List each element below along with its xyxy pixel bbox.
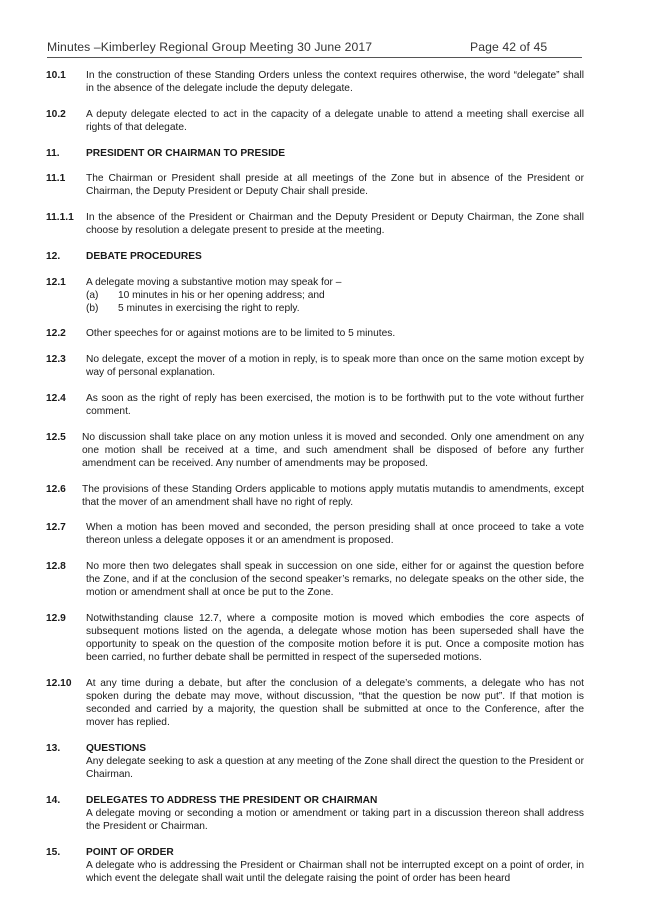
clause-number: 12.2: [46, 328, 66, 340]
clause-12-9: [46, 612, 584, 664]
page-number: Page 42 of 45: [470, 40, 548, 54]
clause-text: A deputy delegate elected to act in the capacity of a delegate unable to attend a meeting shall exercise all rights of that delegate.: [86, 108, 584, 133]
clause-number: 10.2: [46, 108, 66, 120]
section-title: PRESIDENT OR CHAIRMAN TO PRESIDE: [86, 147, 286, 159]
clause-12-2: [46, 327, 584, 340]
section-number: 15.: [46, 846, 61, 858]
sub-item-text: 5 minutes in exercising the right to reply.: [118, 302, 300, 314]
clause-number: 12.6: [46, 483, 66, 495]
section-title: POINT OF ORDER: [86, 846, 174, 858]
clause-number: 11.1.1: [46, 212, 74, 224]
clause-number: 12.1: [46, 276, 66, 288]
clause-text: No more then two delegates shall speak in succession on one side, either for or against the question before the Zone, and if at the conclusion of the second speaker’s remarks, no delegate speaks on the other side, the motion or amendment shall at once be put to the Zone.: [86, 561, 584, 599]
section-15: [46, 846, 584, 885]
clause-text: At any time during a debate, but after the conclusion of a delegate’s comments, a delegate who has not spoken during the debate may move, without discussion, “that the question be now put”. If that motion is seconded and carried by a majority, the question shall be submitted at once to the Conference, after the mover has replied.: [86, 677, 584, 729]
clause-12-8: [46, 560, 584, 599]
section-13: [46, 742, 584, 781]
clause-text: No discussion shall take place on any motion unless it is moved and seconded. Only one amendment on any one motion shall be received at a time, and such amendment shall be disposed of before any further amendment can be received. Any number of amendments may be proposed.: [82, 431, 584, 469]
clause-number: 12.10: [46, 677, 72, 689]
clause-number: 12.5: [46, 431, 66, 443]
sub-item-a: [86, 289, 584, 302]
clause-11-1: [46, 172, 584, 198]
section-12-heading: [46, 250, 584, 263]
clause-number: 12.9: [46, 612, 66, 624]
section-11-heading: [46, 147, 584, 160]
clause-number: 10.1: [46, 70, 66, 81]
clause-number: 12.8: [46, 561, 66, 573]
clause-number: 12.4: [46, 392, 66, 404]
sub-item-text: 10 minutes in his or her opening address; and: [118, 289, 325, 301]
clause-11-1-1: [46, 211, 584, 237]
section-number: 11.: [46, 147, 60, 159]
clause-text: When a motion has been moved and seconded, the person presiding shall at once proceed to take a vote thereon unless a delegate opposes it or an amendment is proposed.: [86, 522, 584, 547]
section-title: DELEGATES TO ADDRESS THE PRESIDENT OR CHAIRMAN: [86, 794, 378, 806]
clause-12-5: [46, 431, 584, 470]
clause-12-7: [46, 521, 584, 547]
clause-12-4: [46, 392, 584, 418]
sub-item-label: (a): [86, 289, 99, 301]
clause-10-1: [46, 69, 584, 95]
clause-text: In the absence of the President or Chairman and the Deputy President or Deputy Chairman, the Zone shall choose by resolution a delegate present to preside at the meeting.: [86, 212, 584, 237]
clause-text: Notwithstanding clause 12.7, where a composite motion is moved which embodies the core aspects of subsequent motions listed on the agenda, a delegate whose motion has been superseded shall have the opportunity to speak on the question of the composite motion before it is put. Once a composite motion has been carried, no further debate shall be permitted in respect of the superseded motions.: [86, 612, 584, 664]
section-title: DEBATE PROCEDURES: [86, 250, 202, 262]
section-text: A delegate moving or seconding a motion or amendment or taking part in a discussion thereon shall address the President or Chairman.: [86, 807, 584, 832]
section-number: 13.: [46, 742, 61, 754]
clause-12-6: [46, 483, 584, 509]
clause-text: In the construction of these Standing Orders unless the context requires otherwise, the word “delegate” shall in the absence of the delegate include the deputy delegate.: [86, 70, 584, 95]
section-number: 14.: [46, 794, 61, 806]
header-title: Minutes –Kimberley Regional Group Meeting 30 June 2017: [47, 40, 373, 54]
section-title: QUESTIONS: [86, 742, 147, 754]
section-14: [46, 794, 584, 833]
clause-12-10: [46, 677, 584, 729]
section-number: 12.: [46, 250, 61, 262]
clause-text: A delegate moving a substantive motion may speak for –: [86, 276, 342, 288]
clause-text: As soon as the right of reply has been exercised, the motion is to be forthwith put to the vote without further comment.: [86, 392, 584, 417]
clause-text: No delegate, except the mover of a motion in reply, is to speak more than once on the same motion except by way of personal explanation.: [86, 354, 584, 379]
page-header: [47, 37, 582, 58]
clause-text: The provisions of these Standing Orders applicable to motions apply mutatis mutandis to amendments, except that the mover of an amendment shall have no right of reply.: [82, 483, 584, 508]
document-body: [46, 69, 584, 898]
clause-10-2: [46, 108, 584, 134]
sub-item-label: (b): [86, 302, 99, 314]
clause-12-1: [46, 276, 584, 315]
clause-number: 11.1: [46, 173, 66, 185]
clause-12-3: [46, 353, 584, 379]
clause-text: Other speeches for or against motions are to be limited to 5 minutes.: [86, 328, 396, 340]
sub-item-b: [86, 302, 584, 315]
clause-number: 12.3: [46, 354, 66, 366]
section-text: A delegate who is addressing the President or Chairman shall not be interrupted except on a point of order, in which event the delegate shall wait until the delegate raising the point of order has been heard: [86, 859, 584, 884]
clause-text: The Chairman or President shall preside at all meetings of the Zone but in absence of the President or Chairman, the Deputy President or Deputy Chair shall preside.: [86, 173, 584, 198]
section-text: Any delegate seeking to ask a question at any meeting of the Zone shall direct the question to the President or Chairman.: [86, 755, 584, 781]
clause-number: 12.7: [46, 522, 66, 534]
